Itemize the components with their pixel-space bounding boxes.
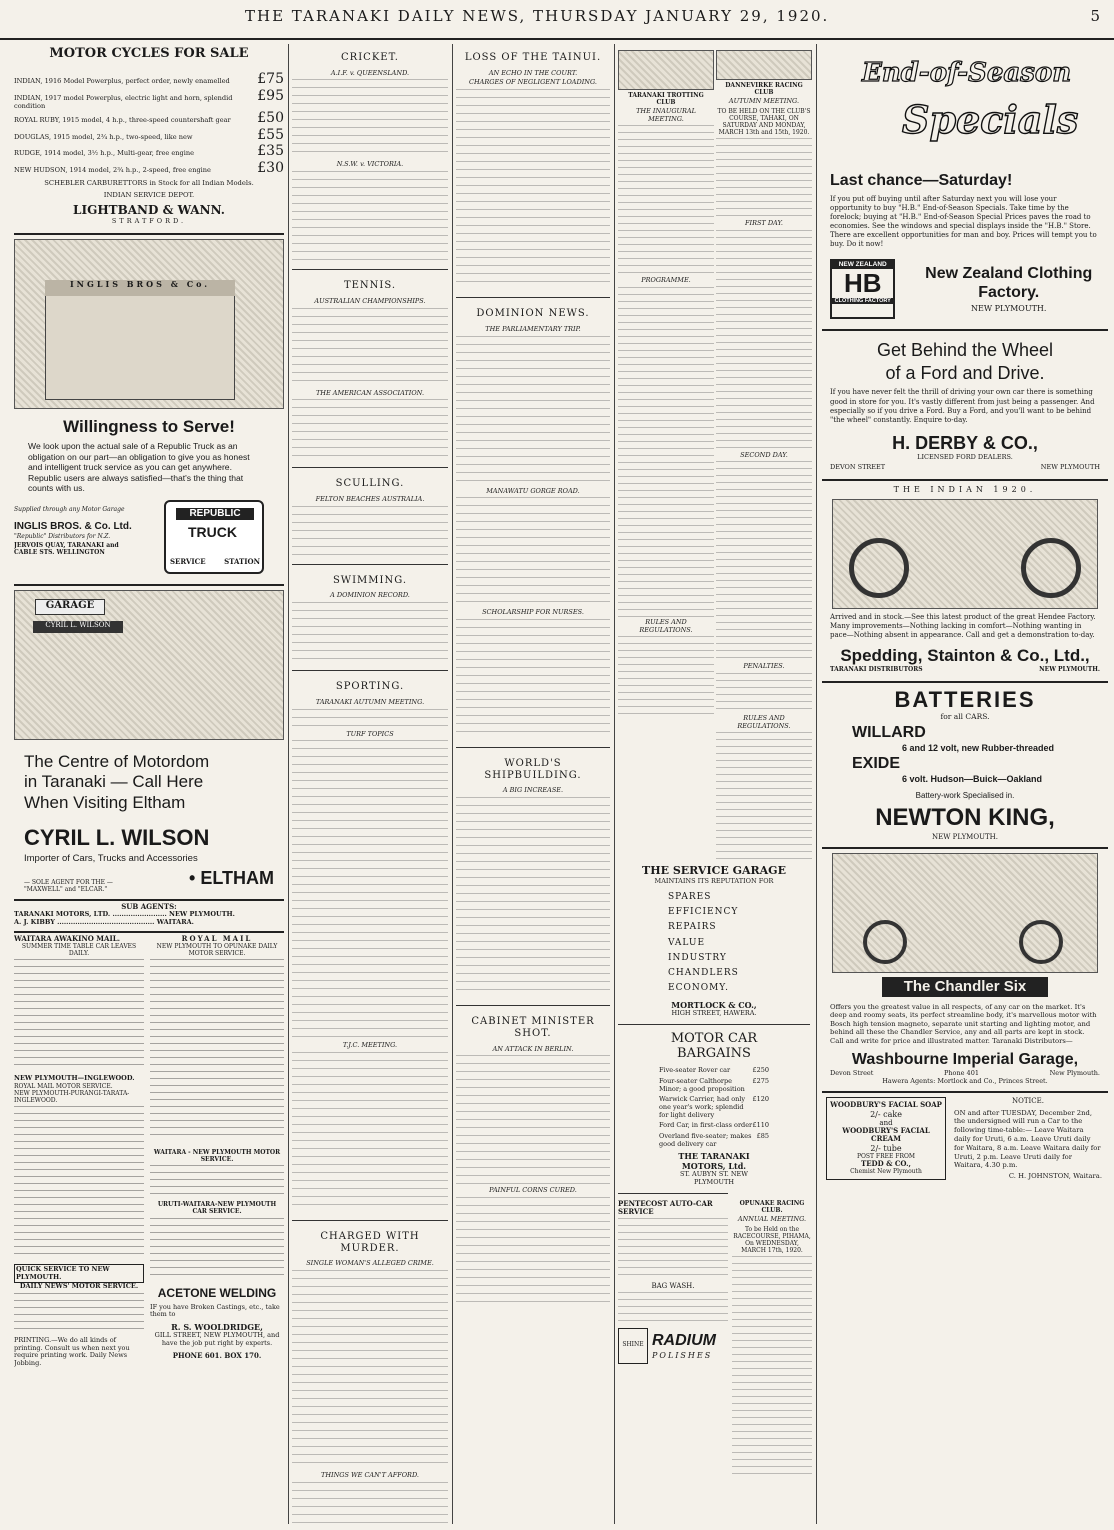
dealer-town: STRATFORD. [111, 216, 187, 225]
mortlock-name: MORTLOCK & CO., [671, 999, 757, 1010]
pentecost-heading: PENTECOST AUTO-CAR SERVICE [618, 1198, 713, 1216]
tjc-meeting-subheading: T.J.C. MEETING. [342, 1041, 398, 1050]
racing-illustration [716, 50, 812, 80]
phone-line: PHONE 601. BOX 170. [172, 1350, 262, 1360]
timetable-lines [14, 1106, 144, 1256]
race-list [716, 230, 812, 450]
motorcycle-item: INDIAN, 1917 model Powerplus, electric light and horn, splendid condition £95 [14, 87, 284, 110]
new-plymouth-label: NEW PLYMOUTH. [971, 304, 1047, 314]
derby-street: DEVON STREET [830, 462, 886, 471]
waitara-mail-heading: WAITARA AWAKINO MAIL. [14, 933, 121, 943]
np-purangi-heading: NEW PLYMOUTH-PURANGI-TARATA-INGLEWOOD. [14, 1089, 130, 1105]
hb-mark: HB [843, 268, 882, 299]
service-garage-heading: THE SERVICE GARAGE [642, 865, 786, 877]
bargain-item: Warwick Carrier, had only one year's work; splendid for light delivery [659, 1095, 746, 1119]
bag-wash-heading: BAG WASH. [651, 1282, 695, 1291]
centre-line-1: The Centre of Motordom [24, 751, 210, 771]
willingness-body: We look upon the actual sale of a Republic Truck as an obligation on our part—an obligation to give you as honest and intelligent truck service as you can get anywhere. Republic users are always satisfied—that's the thing that counts with us. [28, 441, 250, 494]
inglis-name: INGLIS BROS. & Co. Ltd. [14, 520, 132, 532]
chandler-body: Offers you the greatest value in all respects, of any car on the market. It's deep and roomy seats, its perfect streamline body, it's marvellous motor with Bosch high tension magneto, separate unit starting and lighting motor, and behind all these the Chandler Service, any and all parts are kept in stock. Call and write for price and illustrated matter. Taranaki Distributors— [830, 1002, 1097, 1045]
centre-line-2: in Taranaki — Call Here [24, 772, 204, 792]
cabinet-heading: CABINET MINISTER SHOT. [471, 1016, 595, 1039]
washbourne-phone: Phone 401 [943, 1068, 979, 1077]
motorcycle-item: ROYAL RUBY, 1915 model, 4 h.p., three-speed countershaft gear £50 [14, 110, 284, 127]
timetable-lines [150, 1218, 284, 1278]
inglis-building-illustration: INGLIS BROS & Co. [14, 239, 284, 409]
penalties-subheading: PENALTIES. [743, 662, 785, 671]
washbourne-street: Devon Street [830, 1068, 874, 1077]
column-rule [288, 44, 289, 1524]
motorcycle-item: NEW HUDSON, 1914 model, 2¾ h.p., 2-speed, free engine £30 [14, 159, 284, 176]
column-racing [716, 44, 812, 859]
column-motor-ads [14, 44, 284, 1368]
cyril-wilson-name: CYRIL L. WILSON [24, 824, 210, 850]
royal-mail-motor: ROYAL MAIL MOTOR SERVICE. [14, 1082, 113, 1090]
dominion-record-subheading: A DOMINION RECORD. [330, 591, 410, 600]
acrostic-item: INDUSTRY [668, 952, 727, 963]
spedding-town: NEW PLYMOUTH. [1039, 666, 1100, 674]
acrostic-list [618, 890, 810, 997]
trotting-horse-illustration [618, 50, 714, 90]
bargains-heading: MOTOR CAR BARGAINS [670, 1030, 758, 1062]
end-of-season-banner [822, 48, 1108, 168]
cyril-subtitle: Importer of Cars, Trucks and Accessories [24, 852, 198, 864]
dominion-news-heading: DOMINION NEWS. [476, 308, 590, 320]
timetable-lines [14, 959, 144, 1069]
article-text [618, 1218, 728, 1278]
motorcycles-heading: MOTOR CYCLES FOR SALE [49, 46, 249, 61]
sub-agent-line: TARANAKI MOTORS, LTD. ........................ NEW PLYMOUTH. [14, 910, 235, 919]
shine-tin: SHINE [618, 1328, 648, 1364]
corns-subheading: PAINFUL CORNS CURED. [489, 1186, 577, 1195]
battery-work-line: Battery-work Specialised in. [915, 790, 1015, 800]
hb-nz-label: NEW ZEALAND [832, 261, 893, 269]
shipbuilding-heading: WORLD'S SHIPBUILDING. [484, 757, 582, 781]
willingness-heading: Willingness to Serve! [63, 417, 235, 437]
article-text [456, 797, 610, 997]
article-text [292, 602, 448, 662]
daily-news-service: DAILY NEWS' MOTOR SERVICE. [19, 1282, 139, 1291]
service-text: SERVICE [170, 556, 206, 566]
officials-list [716, 138, 812, 218]
column-rule [816, 44, 817, 1524]
woolridge-name: R. S. WOOLDRIDGE, [171, 1321, 263, 1332]
exide-brand: EXIDE [852, 755, 901, 773]
timetable-lines [14, 1293, 144, 1333]
programme-list [732, 1256, 812, 1476]
indian-body: Arrived and in stock.—See this latest product of the great Hendee Factory. Many improvements—Nothing lacking in comfort—Nothing wanting in pace—Nothing absent in appearance. Call and get a demonstration to-day. [830, 612, 1096, 639]
article-text [456, 89, 610, 289]
nsw-subheading: N.S.W. v. VICTORIA. [336, 160, 404, 169]
last-chance-heading: Last chance—Saturday! [830, 172, 1013, 189]
rules-subheading: RULES AND REGULATIONS. [639, 618, 693, 634]
inglis-subtitle: "Republic" Distributors for N.Z. [14, 532, 111, 540]
woolridge-address: GILL STREET, NEW PLYMOUTH, and have the job put right by experts. [154, 1331, 280, 1348]
taranaki-motors-name: THE TARANAKI MOTORS, Ltd. [678, 1151, 750, 1171]
ford-body: If you have never felt the thrill of driving your own car there is something good in store for you. It's vastly different from just being a passenger. And especially so if you drive a Ford. Buy a Ford, and you'll want to be behind "the wheel" constantly. Enquire to-day. [830, 388, 1095, 424]
parliamentary-subheading: THE PARLIAMENTARY TRIP. [485, 324, 581, 333]
inglis-address: JERVOIS QUAY, TARANAKI and CABLE STS. WELLINGTON [14, 541, 119, 556]
acrostic-item: EFFICIENCY [668, 906, 739, 917]
centre-line-3: When Visiting Eltham [24, 792, 186, 812]
annual-subheading: ANNUAL MEETING. [737, 1215, 807, 1224]
uruti-service: URUTI-WAITARA-NEW PLYMOUTH CAR SERVICE. [157, 1201, 277, 1216]
royal-mail-subtitle: NEW PLYMOUTH TO OPUNAKE DAILY MOTOR SERVICE. [156, 943, 278, 958]
last-chance-body: If you put off buying until after Saturday next you will lose your opportunity to buy "H.B." End-of-Season Specials. Take time by the forelock; buying at "H.B." End-of-Season Special Prices paves the road to economies. See the windows and special displays inside the "H.B." Store. There are excellent opportunities for man and boy. Prices will tempt you to buy. Do it now! [830, 194, 1097, 249]
opunake-heading: OPUNAKE RACING CLUB. [739, 1200, 805, 1215]
article-text [456, 1055, 610, 1185]
tedd-subtitle: Chemist New Plymouth [850, 1168, 922, 1176]
article-text [456, 619, 610, 739]
bargain-item: Overland five-seater; makes good delivery car [659, 1132, 752, 1148]
notice-signature: C. H. JOHNSTON, Waitara. [1008, 1172, 1102, 1181]
increase-subheading: A BIG INCREASE. [502, 786, 564, 795]
hawera-agents: Hawera Agents: Mortlock and Co., Princes Street. [882, 1076, 1048, 1085]
garage-name-sign: CYRIL L. WILSON [33, 621, 123, 633]
cricket-heading: CRICKET. [341, 52, 399, 63]
column-trotting [618, 44, 714, 716]
opunake-ad [732, 1200, 812, 1476]
sporting-heading: SPORTING. [335, 681, 405, 693]
bargain-price: £85 [756, 1132, 769, 1141]
indian-motorcycle-illustration [832, 499, 1098, 609]
newton-king-name: NEWTON KING, [875, 804, 1055, 832]
np-inglewood-heading: NEW PLYMOUTH—INGLEWOOD. [14, 1074, 135, 1083]
ford-line-2: of a Ford and Drive. [885, 362, 1045, 383]
bargain-item: Ford Car, in first-class order [659, 1121, 753, 1130]
held-line: TO BE HELD ON THE CLUB'S COURSE, TAHAKI, ON SATURDAY AND MONDAY, MARCH 13th and 15th, 1920. [717, 107, 811, 137]
article-text [292, 1482, 448, 1530]
felton-subheading: FELTON BEACHES AUSTRALIA. [315, 495, 425, 504]
rules-text [716, 732, 812, 859]
specials-text: Specials [902, 97, 1079, 142]
notice-heading: NOTICE. [1012, 1097, 1044, 1106]
acrostic-item: REPAIRS [668, 922, 717, 933]
radium-text: RADIUM [652, 1332, 716, 1350]
column-sport [292, 44, 448, 1530]
turf-topics-subheading: TURF TOPICS [346, 729, 394, 738]
rules-subheading: RULES AND REGULATIONS. [737, 714, 791, 730]
opunake-date: To be Held on the RACECOURSE, PIHAMA, On WEDNESDAY, MARCH 17th, 1920. [733, 1225, 811, 1255]
things-subheading: THINGS WE CAN'T AFFORD. [321, 1471, 419, 1480]
indian-heading: THE INDIAN 1920. [893, 485, 1037, 495]
derby-subtitle: LICENSED FORD DEALERS. [917, 453, 1013, 462]
batteries-heading: BATTERIES [894, 687, 1036, 713]
bargain-list [659, 1067, 769, 1148]
article-text [618, 1292, 728, 1322]
bargain-price: £275 [752, 1077, 769, 1086]
for-all-cars: for all CARS. [940, 712, 990, 722]
manawatu-subheading: MANAWATU GORGE ROAD. [486, 486, 580, 495]
sculling-heading: SCULLING. [335, 478, 405, 490]
quick-service-heading: QUICK SERVICE TO NEW PLYMOUTH. [14, 1264, 144, 1283]
article-text [456, 1197, 610, 1307]
column-right-ads [822, 44, 1108, 1180]
echo-subheading: AN ECHO IN THE COURT. [488, 68, 578, 77]
first-day-subheading: FIRST DAY. [745, 219, 783, 228]
cricket-subheading: A.I.F. v. QUEENSLAND. [330, 68, 410, 77]
american-subheading: THE AMERICAN ASSOCIATION. [315, 388, 425, 397]
notice-body: ON and after TUESDAY, December 2nd, the undersigned will run a Car to the following time-table:— Leave Waitara daily for Uruti, 6 a.m. Leave Uruti daily for Waitara, 8 a.m. Leave Waitara daily for Uruti, 2 p.m. Leave Uruti daily for Waitara, 4.30 p.m. [954, 1108, 1101, 1170]
article-text [292, 506, 448, 556]
column-news [456, 44, 610, 1307]
derby-name: H. DERBY & CO., [892, 432, 1038, 453]
supplied-note: Supplied through any Motor Garage [14, 505, 125, 513]
masthead [0, 0, 1114, 40]
carburettor-note: SCHEBLER CARBURETTORS in Stock for all Indian Models. [44, 179, 254, 188]
rules-text [618, 636, 714, 716]
tedd-name: TEDD & CO., [860, 1159, 911, 1169]
motorcycle-item: INDIAN, 1916 Model Powerplus, perfect order, newly enamelled £75 [14, 71, 284, 88]
dannevirke-heading: DANNEVIRKE RACING CLUB [725, 82, 803, 97]
timetable-lines [150, 959, 284, 1139]
article-text [292, 171, 448, 261]
radium-ad [618, 1328, 728, 1364]
autumn-subheading: AUTUMN MEETING. [728, 97, 800, 106]
garage-illustration [14, 590, 284, 740]
acetone-body: IF you have Broken Castings, etc., take them to [150, 1302, 280, 1319]
article-text [292, 709, 448, 729]
attack-subheading: AN ATTACK IN BERLIN. [492, 1044, 574, 1053]
programme-subheading: PROGRAMME. [641, 276, 691, 285]
spedding-distributors: TARANAKI DISTRIBUTORS [830, 666, 923, 674]
printing-ad: PRINTING.—We do all kinds of printing. Consult us when next you require printing work. Daily News Jobbing. [14, 1336, 130, 1368]
woodbury-cream: WOODBURY'S FACIAL CREAM [842, 1126, 930, 1144]
article-text [292, 308, 448, 388]
washbourne-name: Washbourne Imperial Garage, [851, 1051, 1079, 1069]
tennis-heading: TENNIS. [343, 280, 397, 292]
article-text [292, 1052, 448, 1212]
autumn-meeting-subheading: TARANAKI AUTUMN MEETING. [315, 697, 425, 706]
washbourne-town: New Plymouth. [1049, 1068, 1100, 1077]
timetable-lines [150, 1165, 284, 1195]
programme-list [618, 287, 714, 617]
article-text [456, 497, 610, 607]
derby-town: NEW PLYMOUTH [1040, 462, 1100, 471]
ford-line-1: Get Behind the Wheel [876, 340, 1054, 361]
article-text [292, 740, 448, 1040]
sub-agent-line: A. J. KIBBY ........................................... WAITARA. [14, 918, 194, 927]
murder-heading: CHARGED WITH MURDER. [320, 1230, 420, 1254]
waitara-np-service: WAITARA - NEW PLYMOUTH MOTOR SERVICE. [153, 1149, 281, 1164]
station-text: STATION [224, 556, 260, 566]
post-free: POST FREE FROM [856, 1153, 916, 1161]
taranaki-motors-address: ST. AUBYN ST. NEW PLYMOUTH [680, 1170, 748, 1186]
tennis-subheading: AUSTRALIAN CHAMPIONSHIPS. [314, 296, 426, 305]
royal-mail-heading: ROYAL MAIL [181, 933, 253, 943]
motorcycle-item: DOUGLAS, 1915 model, 2¾ h.p., two-speed, like new £55 [14, 126, 284, 143]
republic-logo [164, 500, 264, 574]
scholarship-subheading: SCHOLARSHIP FOR NURSES. [482, 608, 584, 617]
exide-detail: 6 volt. Hudson—Buick—Oakland [902, 774, 1043, 785]
motorcycle-item: RUDGE, 1914 model, 3½ h.p., Multi-gear, free engine £35 [14, 143, 284, 160]
officials-list [618, 125, 714, 275]
spedding-name: Spedding, Stainton & Co., Ltd., [840, 646, 1090, 666]
depot-label: INDIAN SERVICE DEPOT. [103, 191, 195, 200]
page-number: 5 [1090, 7, 1100, 25]
dealer-name: LIGHTBAND & WANN. [73, 203, 225, 218]
woodbury-and: and [879, 1118, 893, 1127]
willard-detail: 6 and 12 volt, new Rubber-threaded [902, 742, 1055, 753]
bargain-item: Five-seater Rover car [659, 1066, 731, 1075]
agent-note: — SOLE AGENT FOR THE — "MAXWELL" and "ELCAR." [24, 879, 113, 894]
woodbury-cream-price: 2/- tube [870, 1143, 902, 1153]
mortlock-address: HIGH STREET, HAWERA. [671, 1009, 757, 1018]
article-text [292, 399, 448, 459]
hb-logo [830, 259, 895, 319]
end-of-season-text: End-of-Season [862, 58, 1072, 88]
truck-text: TRUCK [188, 523, 237, 540]
bargain-item: Four-seater Calthorpe Minor; a good proposition [659, 1077, 745, 1093]
tainui-heading: LOSS OF THE TAINUI. [464, 52, 602, 63]
hb-factory-label: CLOTHING FACTORY [832, 298, 893, 304]
acrostic-item: CHANDLERS [668, 968, 739, 979]
bargain-price: £250 [752, 1066, 769, 1075]
garage-sign: GARAGE [35, 599, 105, 615]
bargain-price: £110 [752, 1121, 769, 1130]
acrostic-item: ECONOMY. [668, 983, 729, 994]
inaugural-subheading: THE INAUGURAL MEETING. [636, 107, 696, 123]
column-rule [452, 44, 453, 1524]
acetone-welding-heading: ACETONE WELDING [157, 1285, 277, 1300]
charges-subheading: CHARGES OF NEGLIGENT LOADING. [469, 78, 597, 87]
chandler-heading: The Chandler Six [882, 977, 1048, 997]
waitara-mail-subtitle: SUMMER TIME TABLE CAR LEAVES DAILY. [21, 943, 137, 958]
sub-agents-heading: SUB AGENTS: [121, 902, 177, 912]
penalties-text [716, 673, 812, 713]
newton-town: NEW PLYMOUTH. [932, 832, 998, 841]
maintains-line: MAINTAINS ITS REPUTATION FOR [654, 876, 774, 885]
motorcycle-list [14, 71, 284, 176]
woodbury-soap: WOODBURY'S FACIAL SOAP [830, 1100, 942, 1110]
chandler-car-illustration [832, 853, 1098, 973]
republic-text: REPUBLIC [176, 508, 254, 520]
swimming-heading: SWIMMING. [332, 574, 408, 586]
willard-brand: WILLARD [852, 724, 926, 741]
woodbury-ad [826, 1097, 946, 1180]
polishes-text: POLISHES [652, 1351, 713, 1361]
article-text [456, 336, 610, 486]
trotting-club-heading: TARANAKI TROTTING CLUB [628, 92, 704, 107]
acrostic-item: SPARES [668, 891, 712, 902]
eltham-town: • ELTHAM [189, 868, 274, 889]
newspaper-title: THE TARANAKI DAILY NEWS, THURSDAY JANUARY 29, 1920. [245, 7, 830, 25]
column-rule [614, 44, 615, 1524]
second-day-subheading: SECOND DAY. [740, 450, 788, 459]
bargain-price: £120 [752, 1095, 769, 1104]
nz-clothing-factory: New Zealand Clothing Factory. [925, 265, 1093, 301]
acrostic-item: VALUE [668, 937, 706, 948]
race-list [716, 461, 812, 661]
article-text [292, 79, 448, 159]
article-text [292, 1270, 448, 1470]
murder-subheading: SINGLE WOMAN'S ALLEGED CRIME. [306, 1259, 434, 1268]
woodbury-soap-price: 2/- cake [870, 1109, 902, 1119]
